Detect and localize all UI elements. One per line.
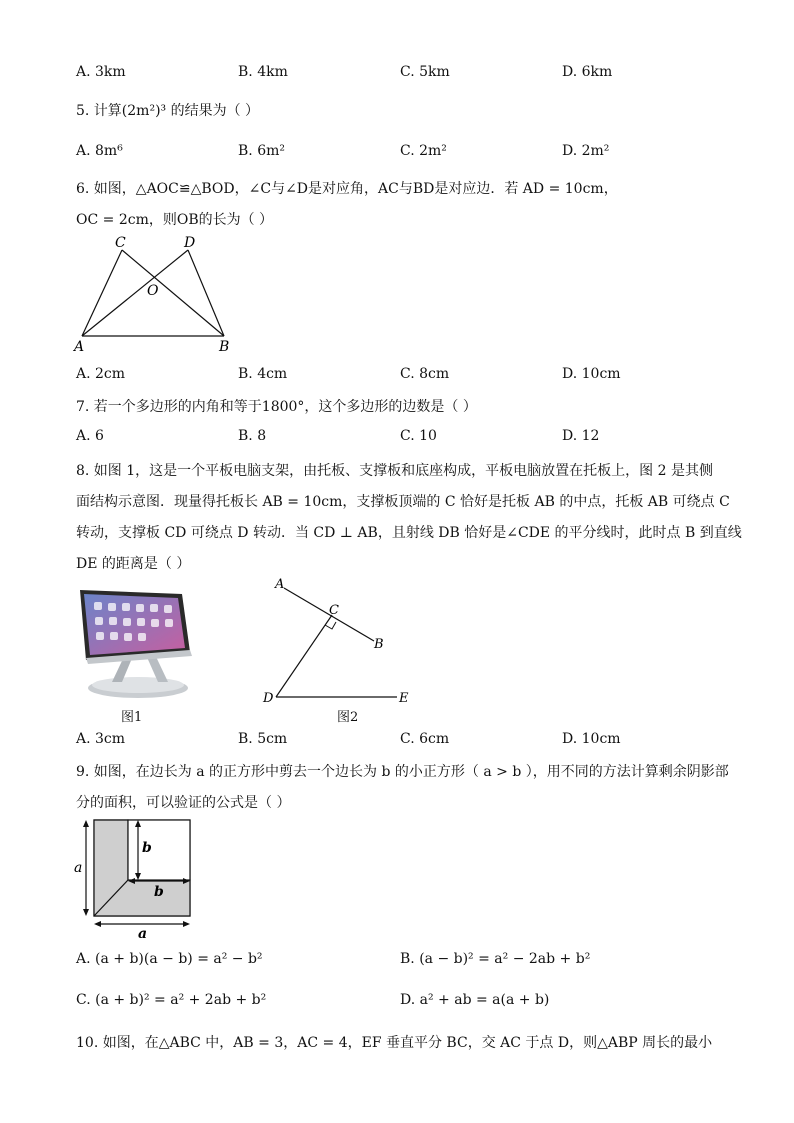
q6-stem-line2: OC = 2cm，则OB的长为（ ） — [76, 212, 274, 228]
q9-stem-line2: 分的面积，可以验证的公式是（ ） — [76, 795, 291, 811]
q8-option-a: A. 3cm — [76, 731, 126, 747]
q8-stem-line3: 转动，支撑板 CD 可绕点 D 转动．当 CD ⊥ AB，且射线 DB 恰好是∠CDE 的平分线时，此时点 B 到直线 — [76, 525, 742, 541]
q8-figure2 — [262, 574, 422, 710]
q6-label-b: B — [219, 339, 230, 355]
q9-option-d: D. a² + ab = a(a + b) — [400, 992, 550, 1008]
q6-stem-line1: 6. 如图，△AOC≌△BOD，∠C与∠D是对应角，AC与BD是对应边．若 AD = 10cm， — [76, 181, 618, 197]
q9-figure — [72, 814, 196, 938]
q6-label-d: D — [184, 235, 196, 251]
q5-option-c: C. 2m² — [400, 143, 447, 159]
q8-option-d: D. 10cm — [562, 731, 621, 747]
q5-option-a: A. 8m⁶ — [76, 143, 123, 159]
q8-stem-line2: 面结构示意图．现量得托板长 AB = 10cm，支撑板顶端的 C 恰好是托板 AB 的中点，托板 AB 可绕点 C — [76, 494, 730, 510]
q9-label-b-bottom: b — [154, 884, 164, 900]
q8-option-c: C. 6cm — [400, 731, 450, 747]
q8-label-c: C — [329, 603, 339, 618]
q7-option-c: C. 10 — [400, 428, 437, 444]
q8-stem-line4: DE 的距离是（ ） — [76, 556, 191, 572]
q9-label-a-left: a — [74, 860, 83, 876]
q9-option-b: B. (a − b)² = a² − 2ab + b² — [400, 951, 591, 967]
tablet-stand-photo — [72, 584, 196, 702]
q6-label-a: A — [74, 339, 85, 355]
fig1-caption: 图1 — [121, 710, 143, 725]
q6-option-d: D. 10cm — [562, 366, 621, 382]
q9-stem-line1: 9. 如图，在边长为 a 的正方形中剪去一个边长为 b 的小正方形（ a > b ），用不同的方法计算剩余阴影部 — [76, 764, 729, 780]
q8-label-a: A — [275, 577, 285, 592]
q5-option-b: B. 6m² — [238, 143, 285, 159]
q9-option-a: A. (a + b)(a − b) = a² − b² — [76, 951, 263, 967]
q6-option-a: A. 2cm — [76, 366, 126, 382]
q6-option-c: C. 8cm — [400, 366, 450, 382]
q6-label-o: O — [147, 283, 159, 299]
q8-label-d: D — [263, 691, 274, 706]
q4-option-c: C. 5km — [400, 64, 450, 80]
q7-option-b: B. 8 — [238, 428, 267, 444]
q4-option-a: A. 3km — [76, 64, 126, 80]
q9-label-b-inner: b — [142, 840, 152, 856]
q4-option-b: B. 4km — [238, 64, 288, 80]
q7-stem: 7. 若一个多边形的内角和等于1800°，这个多边形的边数是（ ） — [76, 399, 477, 415]
q6-option-b: B. 4cm — [238, 366, 288, 382]
fig2-caption: 图2 — [337, 710, 359, 725]
q9-label-a-bottom: a — [138, 926, 148, 938]
q6-label-c: C — [115, 235, 126, 251]
q8-option-b: B. 5cm — [238, 731, 288, 747]
q5-option-d: D. 2m² — [562, 143, 610, 159]
q7-option-a: A. 6 — [76, 428, 104, 444]
q7-option-d: D. 12 — [562, 428, 600, 444]
q6-figure — [70, 232, 250, 356]
q10-stem: 10. 如图，在△ABC 中，AB = 3，AC = 4，EF 垂直平分 BC，交 AC 于点 D，则△ABP 周长的最小 — [76, 1035, 713, 1051]
q8-stem-line1: 8. 如图 1，这是一个平板电脑支架，由托板、支撑板和底座构成，平板电脑放置在托板上，图 2 是其侧 — [76, 463, 713, 479]
q4-option-d: D. 6km — [562, 64, 613, 80]
q5-stem: 5. 计算(2m²)³ 的结果为（ ） — [76, 103, 260, 119]
q8-label-b: B — [374, 637, 384, 652]
q9-option-c: C. (a + b)² = a² + 2ab + b² — [76, 992, 267, 1008]
q8-label-e: E — [399, 691, 409, 706]
